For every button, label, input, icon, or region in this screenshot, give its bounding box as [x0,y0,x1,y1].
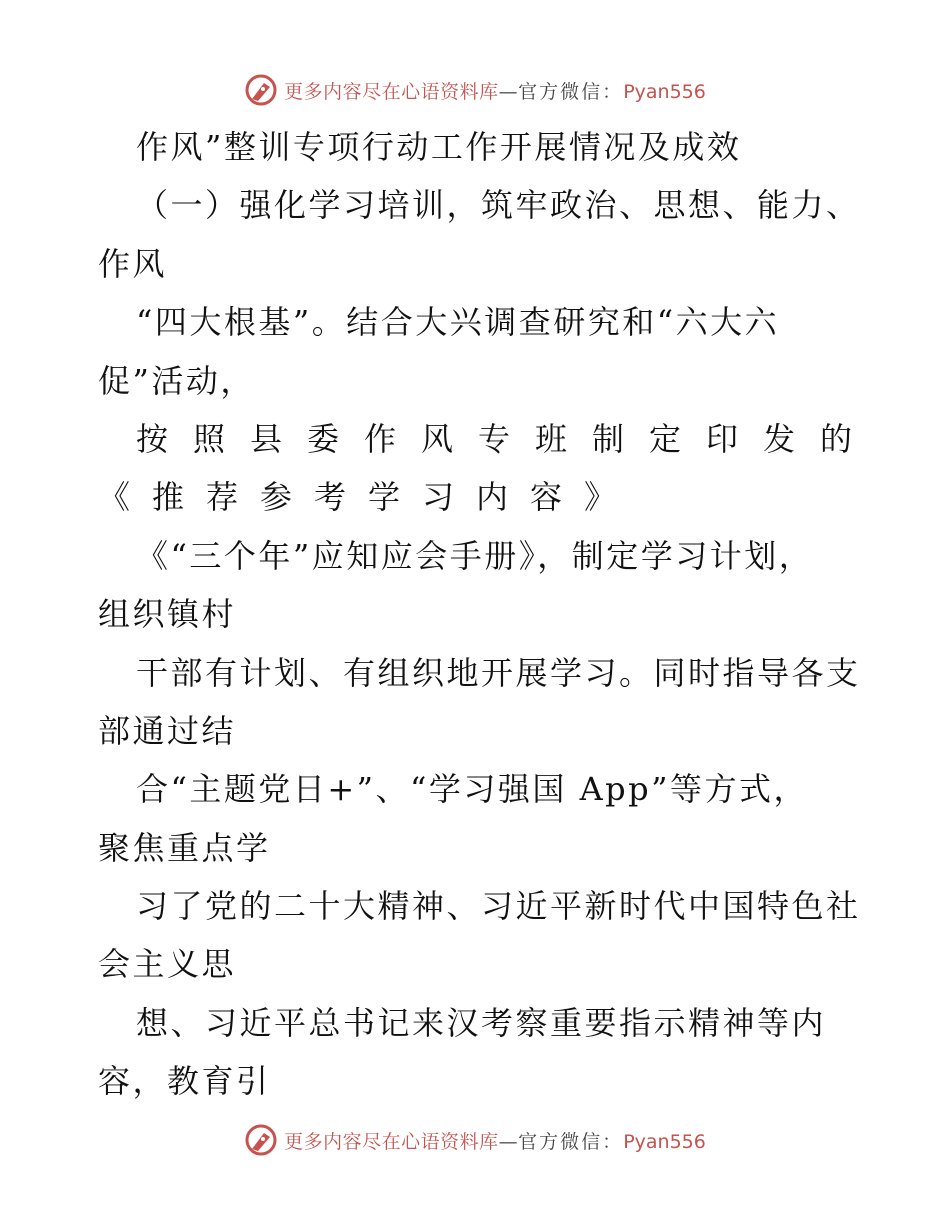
banner-main-text: 更多内容尽在心语资料库 [284,1130,499,1153]
text-line: 干部有计划、有组织地开展学习。同时指导各支 [136,653,861,692]
banner-main-text: 更多内容尽在心语资料库 [284,80,499,103]
text-line: 想、习近平总书记来汉考察重要指示精神等内 [136,1003,827,1042]
text-line: 会主义思 [98,945,237,984]
text-line: 聚焦重点学 [98,828,271,867]
footer-banner [0,1120,950,1160]
banner-wechat-label: 官方微信： [518,80,624,103]
text-line: 部通过结 [98,711,237,750]
text-line: 合“主题党日+”、“学习强国 App”等方式， [136,770,809,809]
text-line: 《“三个年”应知应会手册》，制定学习计划， [136,536,814,575]
pen-nib-logo-icon [244,1123,278,1157]
text-line: “四大根基”。结合大兴调查研究和“六大六 [136,303,780,342]
banner-wechat-id: Pyan556 [623,1130,706,1153]
text-line: 组织镇村 [98,595,237,634]
header-banner [0,70,950,110]
banner-dash: — [498,1130,519,1153]
banner-dash: — [498,80,519,103]
banner-wechat-label: 官方微信： [518,1130,624,1153]
document-body [98,118,888,1111]
text-line: 容，教育引 [98,1062,271,1101]
text-line: 作风”整训专项行动工作开展情况及成效 [136,128,742,166]
text-line: 按照县委作风专班制定印发的 [136,419,878,458]
banner-wechat-id: Pyan556 [623,80,706,103]
text-line: （一）强化学习培训，筑牢政治、思想、能力、 [136,186,861,225]
text-line: 促”活动， [98,361,255,400]
text-line: 《推荐参考学习内容》 [98,478,639,517]
text-line: 作风 [98,244,168,283]
text-line: 习了党的二十大精神、习近平新时代中国特色社 [136,887,861,926]
pen-nib-logo-icon [244,73,278,107]
